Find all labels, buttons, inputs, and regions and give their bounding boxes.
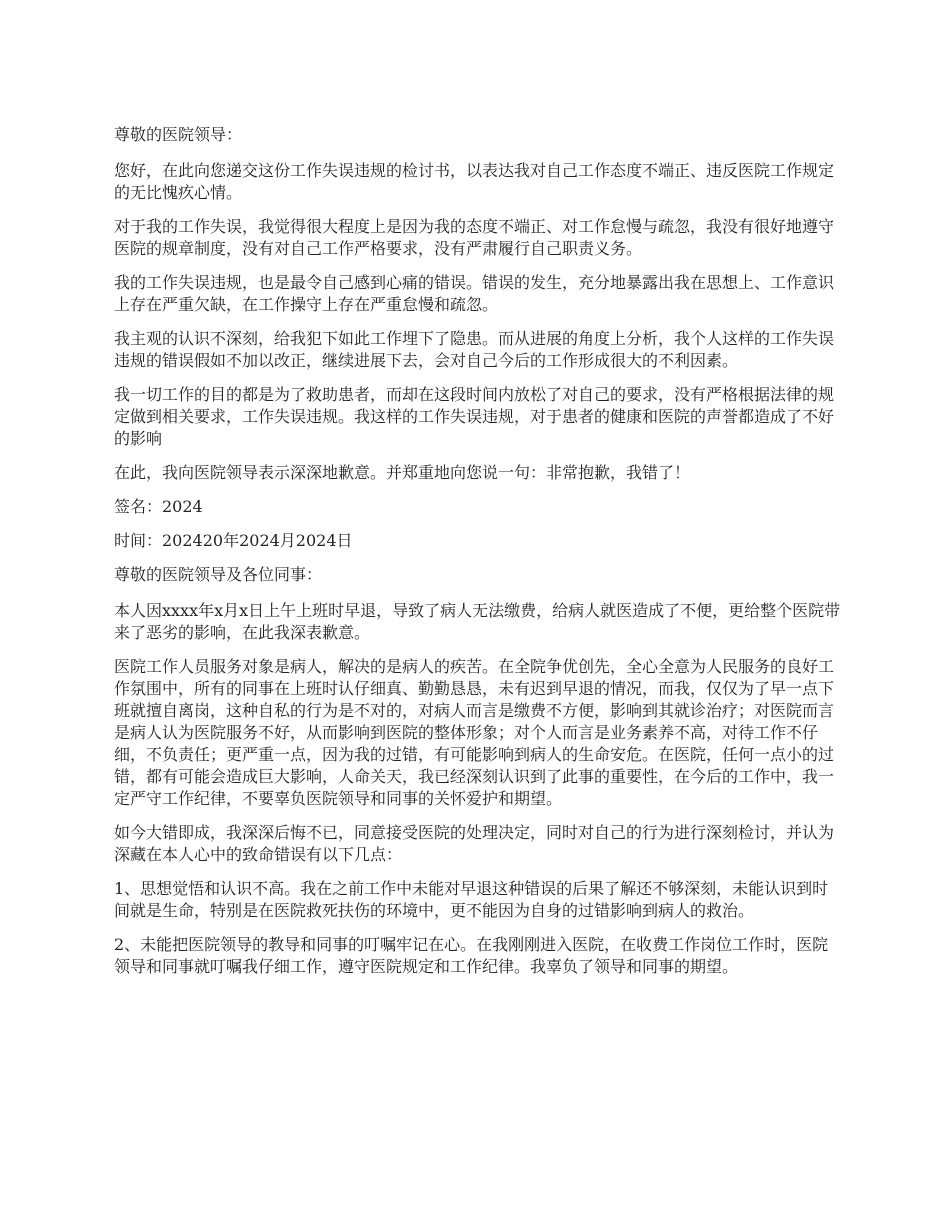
letter1-signature: 签名：2024 [114, 497, 203, 516]
letter1-paragraph: 您好，在此向您递交这份工作失误违规的检讨书，以表达我对自己工作态度不端正、违反医院工作规定的无比愧疚心情。 [114, 161, 835, 202]
letter1-greeting: 尊敬的医院领导： [114, 125, 243, 144]
letter2-paragraph: 医院工作人员服务对象是病人，解决的是病人的疾苦。在全院争优创先，全心全意为人民服务的良好工作氛围中，所有的同事在上班时认仔细真、勤勤恳恳，未有迟到早退的情况，而我，仅仅为了早一点下班就擅自离岗，这种自私的行为是不对的，对病人而言是缴费不方便，影响到其就诊治疗；对医院而言是病人认为医院服务不好，从而影响到医院的整体形象；对个人而言是业务素养不高，对待工作不仔细，不负责任；更严重一点，因为我的过错，有可能影响到病人的生命安危。在医院，任何一点小的过错，都有可能会造成巨大影响，人命关天，我已经深刻认识到了此事的重要性，在今后的工作中，我一定严守工作纪律，不要辜负医院领导和同事的关怀爱护和期望。 [114, 657, 835, 808]
letter1-paragraph: 在此，我向医院领导表示深深地歉意。并郑重地向您说一句：非常抱歉，我错了！ [114, 463, 691, 482]
letter1-paragraph: 我主观的认识不深刻，给我犯下如此工作埋下了隐患。而从进展的角度上分析，我个人这样的工作失误违规的错误假如不加以改正，继续进展下去，会对自己今后的工作形成很大的不利因素。 [114, 329, 835, 370]
letter1-paragraph: 我一切工作的目的都是为了救助患者，而却在这段时间内放松了对自己的要求，没有严格根据法律的规定做到相关要求，工作失误违规。我这样的工作失误违规，对于患者的健康和医院的声誉都造成了不好的影响 [114, 385, 835, 448]
document-page [114, 124, 842, 990]
letter2-paragraph: 本人因xxxx年x月x日上午上班时早退，导致了病人无法缴费，给病人就医造成了不便，更给整个医院带来了恶劣的影响，在此我深表歉意。 [114, 601, 841, 642]
letter2-paragraph: 如今大错即成，我深深后悔不已，同意接受医院的处理决定，同时对自己的行为进行深刻检讨，并认为深藏在本人心中的致命错误有以下几点： [114, 823, 835, 864]
letter2-greeting: 尊敬的医院领导及各位同事： [114, 565, 323, 584]
letter2-list-item-2: 2、未能把医院领导的教导和同事的叮嘱牢记在心。在我刚刚进入医院，在收费工作岗位工作时，医院领导和同事就叮嘱我仔细工作，遵守医院规定和工作纪律。我辜负了领导和同事的期望。 [114, 935, 829, 976]
letter1-date: 时间：202420年2024月2024日 [114, 531, 353, 550]
letter1-paragraph: 对于我的工作失误，我觉得很大程度上是因为我的态度不端正、对工作怠慢与疏忽，我没有很好地遵守医院的规章制度，没有对自己工作严格要求，没有严肃履行自己职责义务。 [114, 217, 835, 258]
letter2-list-item-1: 1、思想觉悟和认识不高。我在之前工作中未能对早退这种错误的后果了解还不够深刻，未能认识到时间就是生命，特别是在医院救死扶伤的环境中，更不能因为自身的过错影响到病人的救治。 [114, 879, 829, 920]
letter1-paragraph: 我的工作失误违规，也是最令自己感到心痛的错误。错误的发生，充分地暴露出我在思想上、工作意识上存在严重欠缺，在工作操守上存在严重怠慢和疏忽。 [114, 273, 835, 314]
